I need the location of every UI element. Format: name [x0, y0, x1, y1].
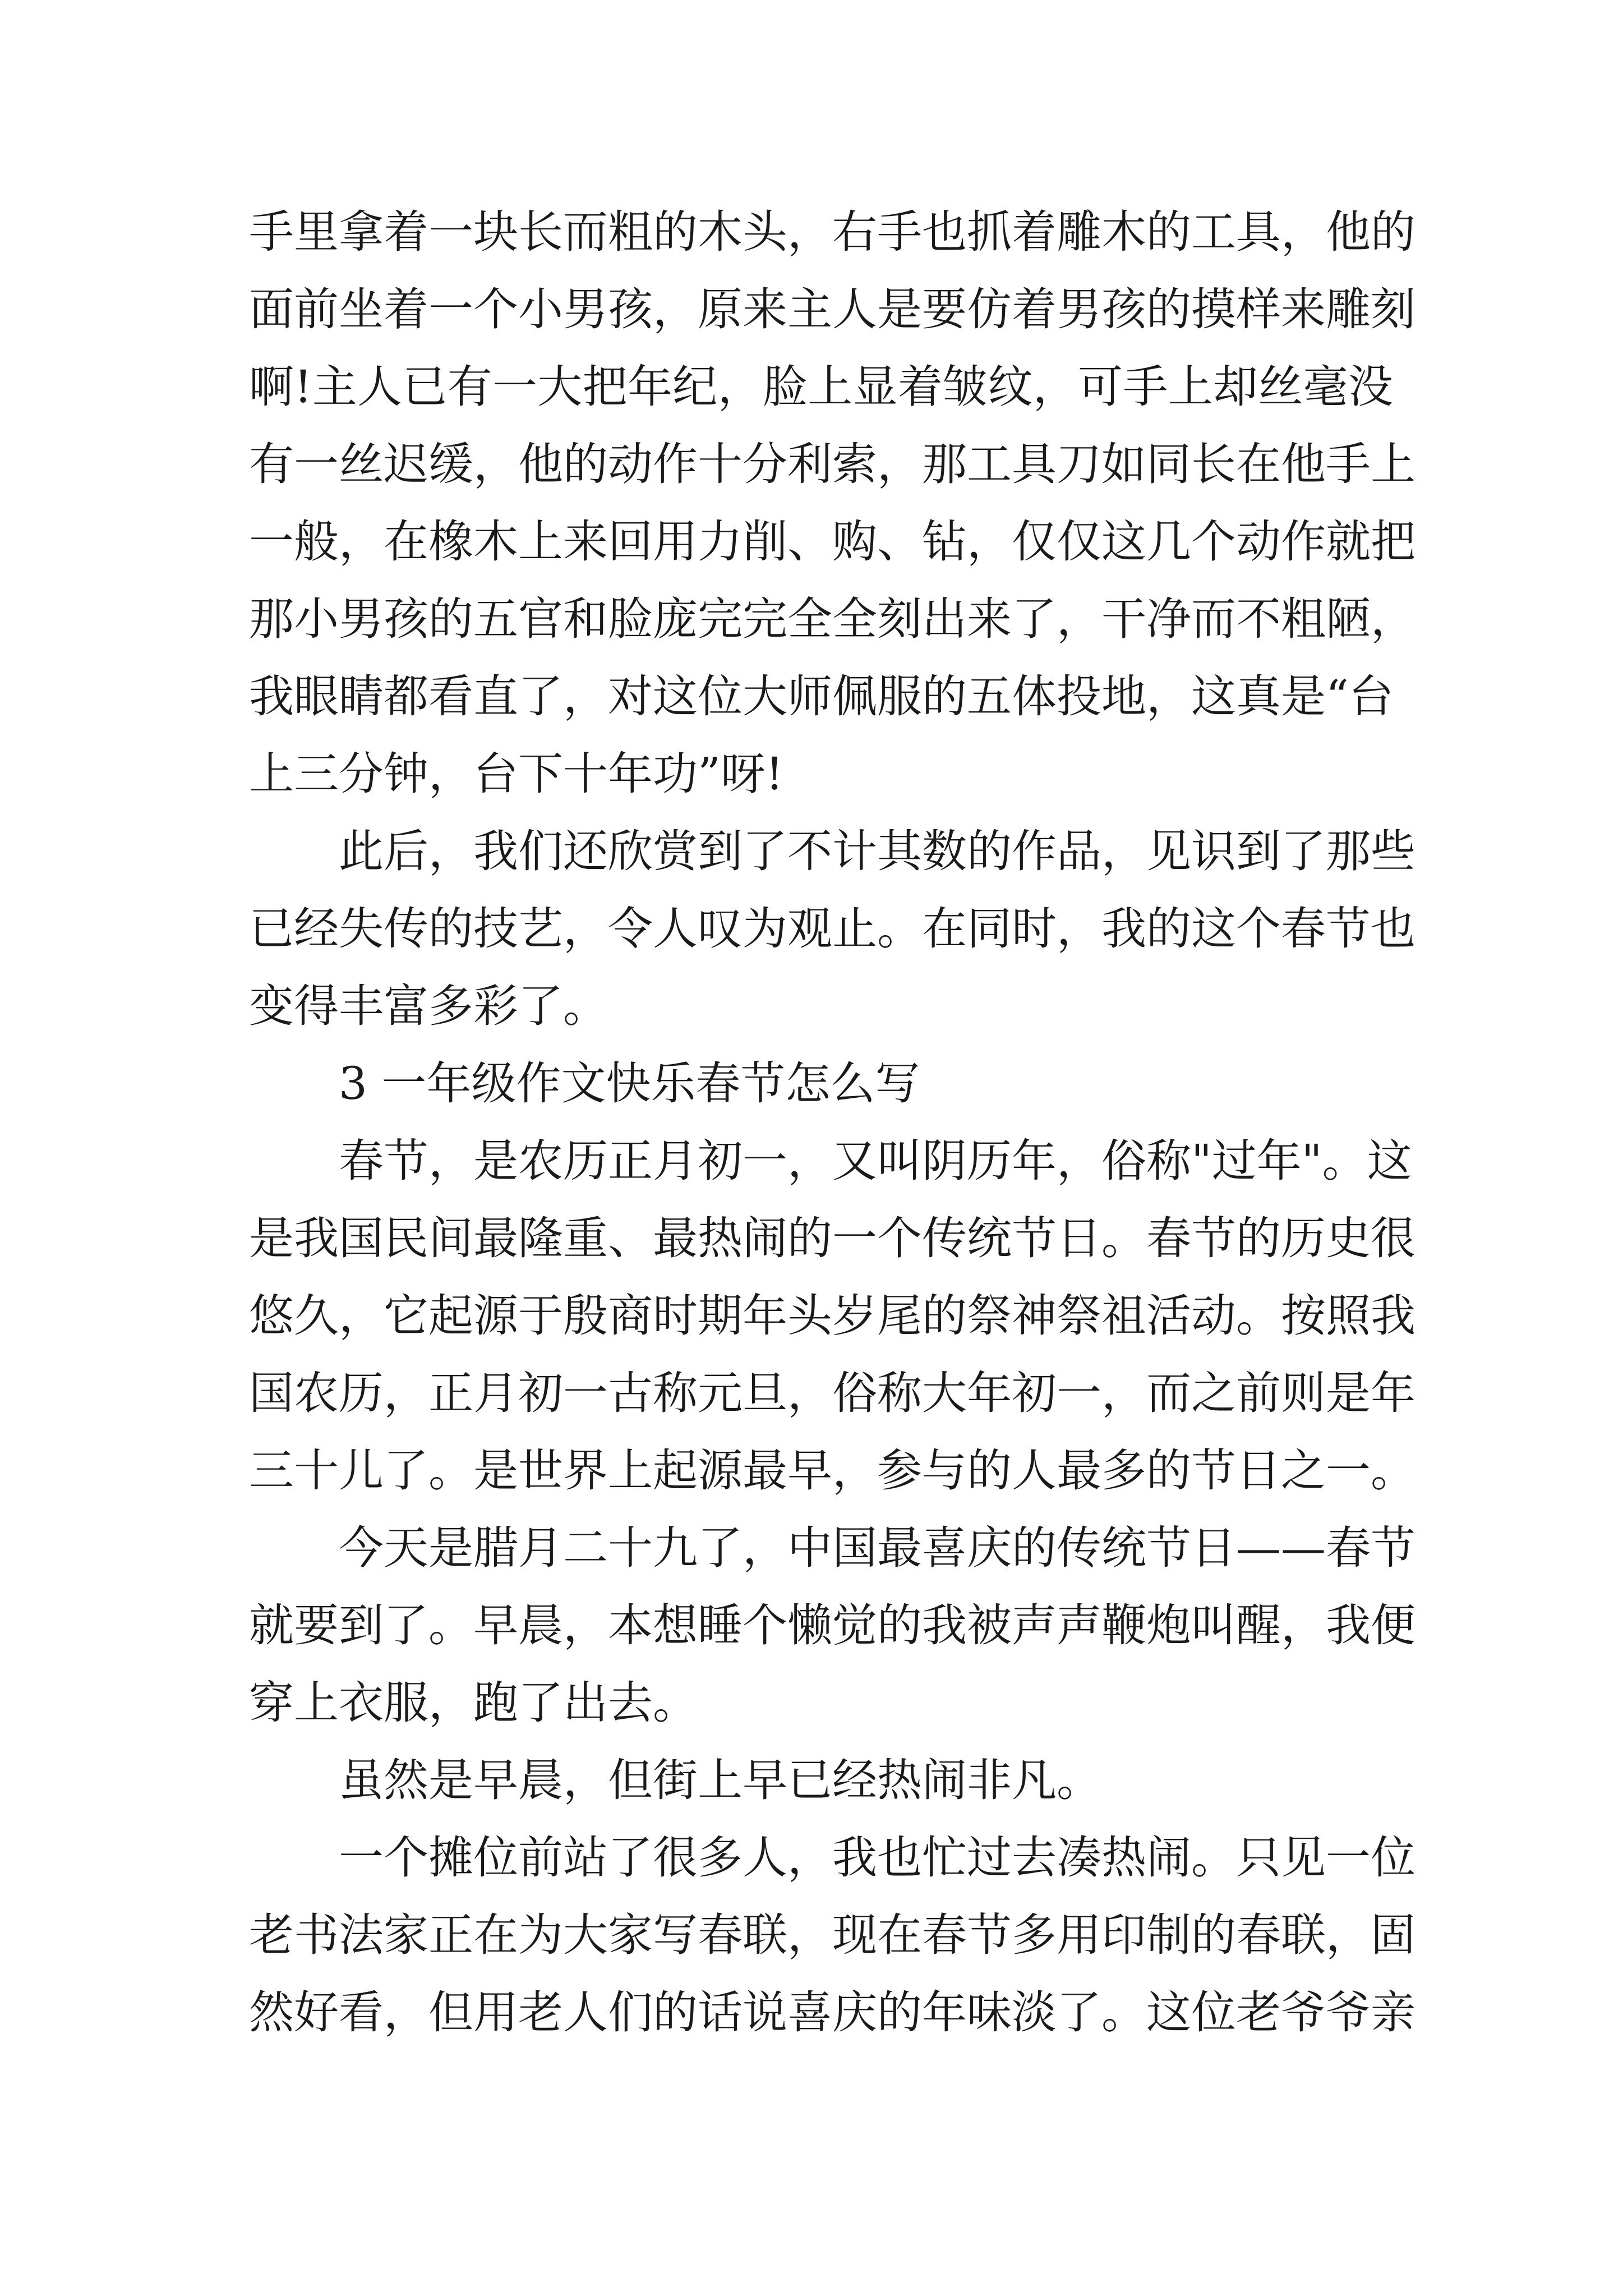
text-line: 穿上衣服，跑了出去。: [249, 1677, 698, 1729]
text-line: 然好看，但用老人们的话说喜庆的年味淡了。这位老爷爷亲: [249, 1986, 1415, 2039]
text-line: 上三分钟，台下十年功”呀!: [249, 748, 784, 800]
text-line: 就要到了。早晨，本想睡个懒觉的我被声声鞭炮叫醒，我便: [249, 1599, 1415, 1651]
text-line: 面前坐着一个小男孩，原来主人是要仿着男孩的摸样来雕刻: [249, 283, 1415, 335]
text-line: 一般，在橡木上来回用力削、购、钻，仅仅这几个动作就把: [249, 516, 1415, 568]
text-line: 那小男孩的五官和脸庞完完全全刻出来了，干净而不粗陋，: [249, 593, 1415, 645]
text-line: 三十儿了。是世界上起源最早，参与的人最多的节日之一。: [249, 1444, 1415, 1497]
text-line: 国农历，正月初一古称元旦，俗称大年初一，而之前则是年: [249, 1367, 1415, 1419]
text-line: 虽然是早晨，但街上早已经热闹非凡。: [339, 1754, 1101, 1806]
text-line: 春节，是农历正月初一，又叫阴历年，俗称"过年"。这: [339, 1135, 1412, 1187]
text-line: 一个摊位前站了很多人，我也忙过去凑热闹。只见一位: [339, 1832, 1415, 1884]
text-line: 啊!主人已有一大把年纪，脸上显着皱纹，可手上却丝毫没: [249, 361, 1393, 413]
text-line: 是我国民间最隆重、最热闹的一个传统节日。春节的历史很: [249, 1212, 1415, 1264]
text-line: 变得丰富多彩了。: [249, 980, 608, 1032]
text-line: 今天是腊月二十九了，中国最喜庆的传统节日——春节: [339, 1522, 1415, 1574]
text-line: 此后，我们还欣赏到了不计其数的作品，见识到了那些: [339, 825, 1415, 877]
text-line: 悠久，它起源于殷商时期年头岁尾的祭神祭祖活动。按照我: [249, 1290, 1415, 1342]
text-line: 老书法家正在为大家写春联，现在春节多用印制的春联，固: [249, 1909, 1415, 1961]
text-line: 已经失传的技艺，令人叹为观止。在同时，我的这个春节也: [249, 903, 1415, 955]
text-line: 3 一年级作文快乐春节怎么写: [339, 1057, 920, 1110]
text-line: 有一丝迟缓，他的动作十分利索，那工具刀如同长在他手上: [249, 438, 1415, 490]
text-line: 手里拿着一块长而粗的木头，右手也抓着雕木的工具，他的: [249, 206, 1415, 258]
document-body: [249, 206, 1415, 2064]
text-line: 我眼睛都看直了，对这位大师佩服的五体投地，这真是“台: [249, 670, 1394, 723]
